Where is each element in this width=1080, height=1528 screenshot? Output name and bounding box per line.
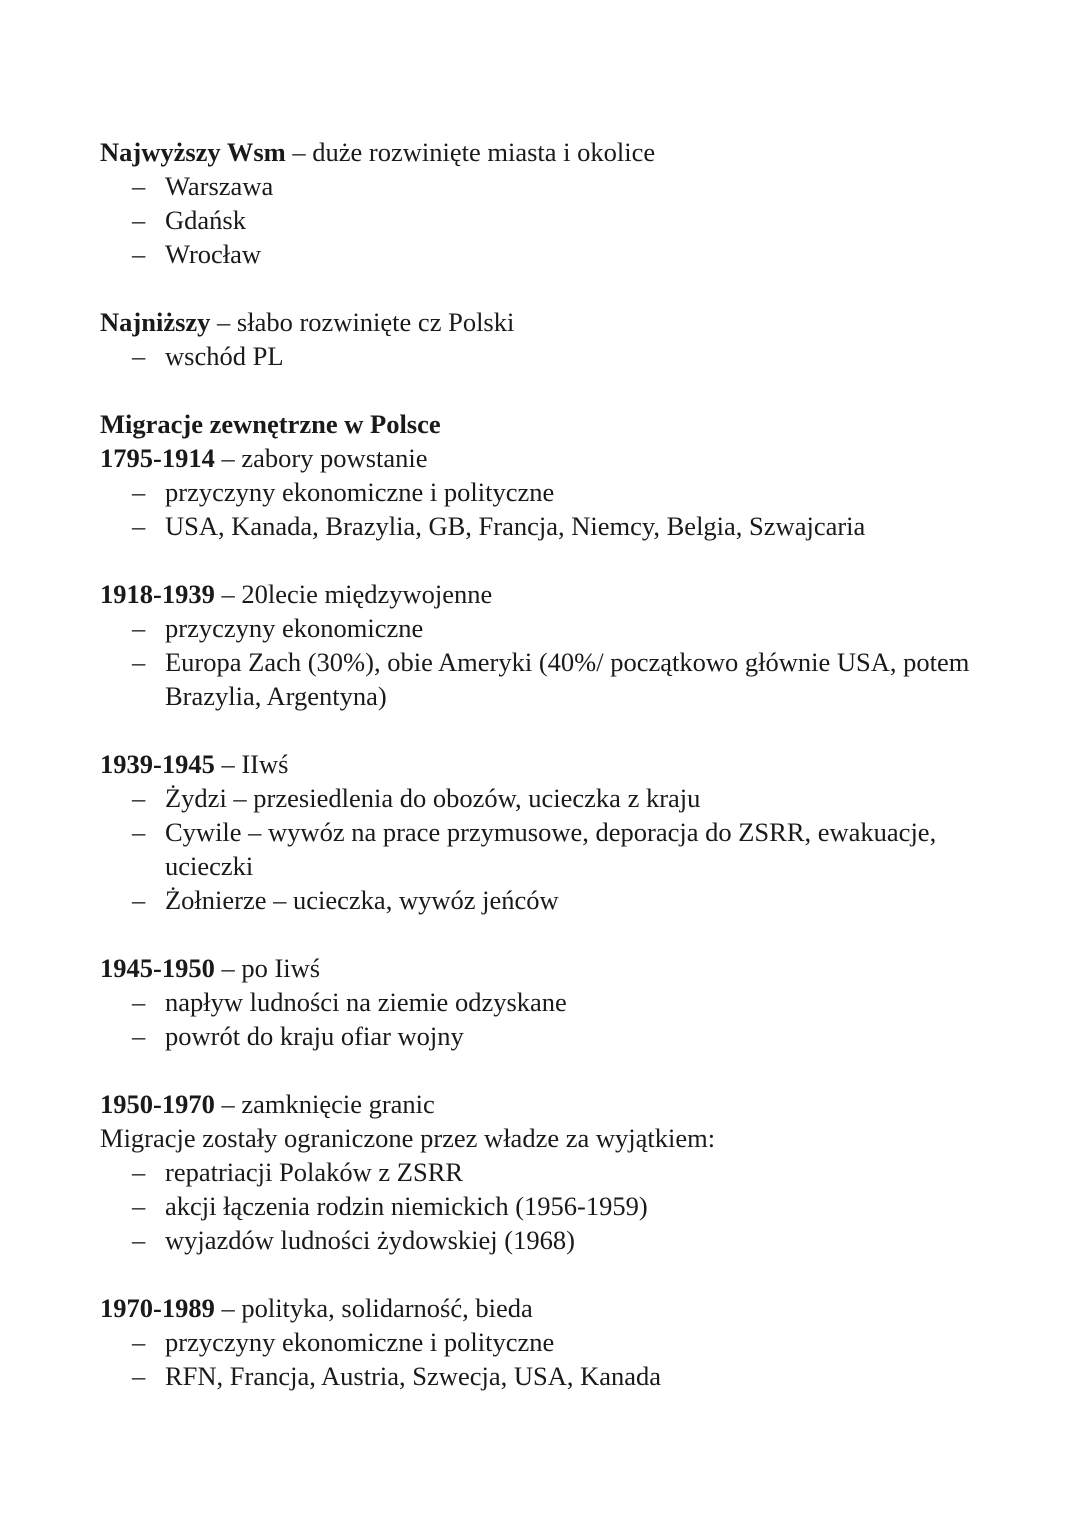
document-body [100, 135, 980, 1393]
list-item [100, 203, 980, 237]
section-okres-1918-1939 [100, 577, 980, 713]
dash-bullet-icon: – [132, 171, 146, 201]
section-heading-rest: – 20lecie międzywojenne [214, 579, 493, 609]
dash-bullet-icon: – [132, 647, 146, 677]
section-heading [100, 577, 980, 611]
list-item-text: przyczyny ekonomiczne [165, 613, 424, 643]
list-item-text: repatriacji Polaków z ZSRR [165, 1157, 464, 1187]
bullet-list [100, 1325, 980, 1393]
section-heading [100, 305, 980, 339]
list-item-text: przyczyny ekonomiczne i polityczne [165, 477, 555, 507]
dash-bullet-icon: – [132, 613, 146, 643]
bullet-list [100, 339, 980, 373]
dash-bullet-icon: – [132, 1157, 146, 1187]
dash-bullet-icon: – [132, 511, 146, 541]
list-item [100, 1325, 980, 1359]
list-item [100, 475, 980, 509]
bullet-list [100, 781, 980, 917]
dash-bullet-icon: – [132, 1021, 146, 1051]
section-heading-lead: Najniższy [100, 307, 211, 337]
section-heading-lead: 1918-1939 [100, 579, 215, 609]
list-item-text: USA, Kanada, Brazylia, GB, Francja, Niemcy, Belgia, Szwajcaria [165, 511, 866, 541]
section-okres-1939-1945 [100, 747, 980, 917]
section-heading-lead: 1945-1950 [100, 953, 215, 983]
section-okres-1970-1989 [100, 1291, 980, 1393]
section-plain-line: Migracje zostały ograniczone przez władze za wyjątkiem: [100, 1123, 716, 1153]
list-item [100, 1359, 980, 1393]
section-heading-lead: Najwyższy Wsm [100, 137, 286, 167]
section-heading-rest: – zabory powstanie [214, 443, 428, 473]
section-okres-1945-1950 [100, 951, 980, 1053]
list-item-text: przyczyny ekonomiczne i polityczne [165, 1327, 555, 1357]
dash-bullet-icon: – [132, 783, 146, 813]
list-item [100, 883, 980, 917]
list-item-text: akcji łączenia rodzin niemickich (1956-1959) [165, 1191, 648, 1221]
list-item [100, 339, 980, 373]
section-heading [100, 441, 980, 475]
section-heading-rest: – IIwś [214, 749, 289, 779]
section-najnizszy [100, 305, 980, 373]
list-item-text: Wrocław [165, 239, 262, 269]
list-item [100, 815, 980, 883]
dash-bullet-icon: – [132, 239, 146, 269]
list-item [100, 985, 980, 1019]
list-item-text: Żołnierze – ucieczka, wywóz jeńców [165, 885, 559, 915]
dash-bullet-icon: – [132, 205, 146, 235]
list-item [100, 237, 980, 271]
section-heading [100, 951, 980, 985]
section-migracje-zewnetrzne-1795-1914 [100, 407, 980, 543]
list-item [100, 509, 980, 543]
section-heading-rest: – polityka, solidarność, bieda [214, 1293, 533, 1323]
list-item-text: RFN, Francja, Austria, Szwecja, USA, Kanada [165, 1361, 662, 1391]
list-item-text: powrót do kraju ofiar wojny [165, 1021, 464, 1051]
list-item-text: wyjazdów ludności żydowskiej (1968) [165, 1225, 575, 1255]
list-item [100, 1155, 980, 1189]
list-item [100, 611, 980, 645]
section-heading [100, 1291, 980, 1325]
list-item-text: Europa Zach (30%), obie Ameryki (40%/ początkowo głównie USA, potem Brazylia, Argentyna) [165, 647, 970, 711]
section-heading-rest: – słabo rozwinięte cz Polski [210, 307, 515, 337]
dash-bullet-icon: – [132, 341, 146, 371]
bullet-list [100, 985, 980, 1053]
list-item [100, 1189, 980, 1223]
bullet-list [100, 169, 980, 271]
bullet-list [100, 475, 980, 543]
list-item-text: Żydzi – przesiedlenia do obozów, ucieczka z kraju [165, 783, 701, 813]
list-item-text: Warszawa [165, 171, 274, 201]
section-heading-rest: – po Iiwś [214, 953, 321, 983]
dash-bullet-icon: – [132, 1191, 146, 1221]
section-najwyzszy-wsm [100, 135, 980, 271]
bullet-list [100, 1155, 980, 1257]
list-item-text: napływ ludności na ziemie odzyskane [165, 987, 567, 1017]
dash-bullet-icon: – [132, 987, 146, 1017]
section-heading-rest: – duże rozwinięte miasta i okolice [285, 137, 656, 167]
dash-bullet-icon: – [132, 1225, 146, 1255]
dash-bullet-icon: – [132, 1327, 146, 1357]
section-heading-lead: 1950-1970 [100, 1089, 215, 1119]
list-item [100, 781, 980, 815]
section-heading [100, 1087, 980, 1121]
list-item-text: wschód PL [165, 341, 284, 371]
list-item [100, 645, 980, 713]
section-title [100, 407, 980, 441]
section-heading-lead: 1795-1914 [100, 443, 215, 473]
list-item-text: Gdańsk [165, 205, 246, 235]
list-item [100, 1223, 980, 1257]
dash-bullet-icon: – [132, 477, 146, 507]
list-item [100, 1019, 980, 1053]
list-item-text: Cywile – wywóz na prace przymusowe, deporacja do ZSRR, ewakuacje, ucieczki [165, 817, 937, 881]
section-okres-1950-1970 [100, 1087, 980, 1257]
dash-bullet-icon: – [132, 1361, 146, 1391]
section-heading [100, 747, 980, 781]
list-item [100, 169, 980, 203]
section-heading-lead: 1970-1989 [100, 1293, 215, 1323]
bullet-list [100, 611, 980, 713]
dash-bullet-icon: – [132, 817, 146, 847]
dash-bullet-icon: – [132, 885, 146, 915]
section-title-text: Migracje zewnętrzne w Polsce [100, 409, 441, 439]
section-heading-rest: – zamknięcie granic [214, 1089, 435, 1119]
section-heading-lead: 1939-1945 [100, 749, 215, 779]
section-heading [100, 135, 980, 169]
